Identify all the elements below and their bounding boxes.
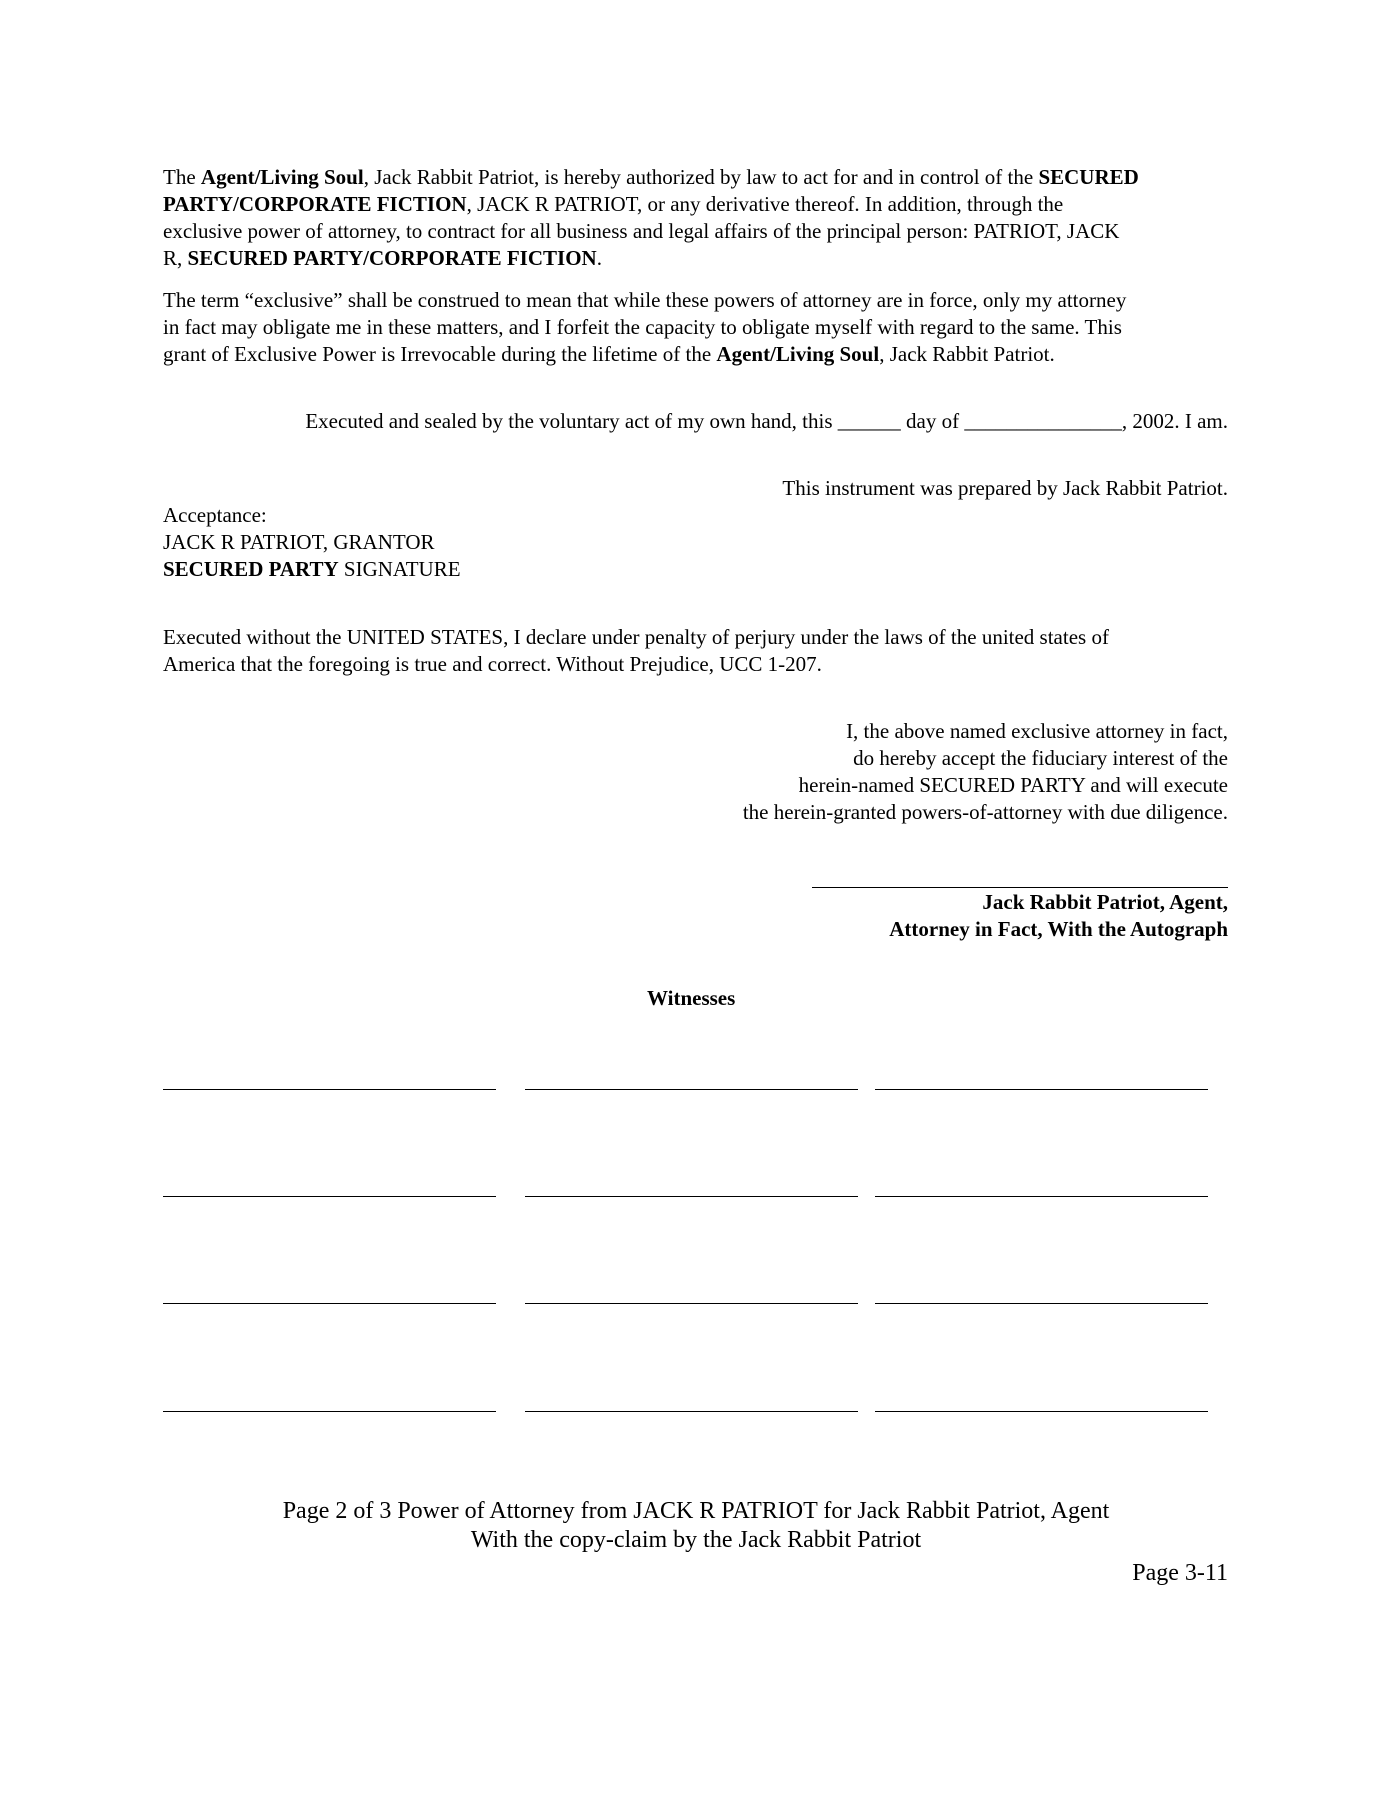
attorney-acceptance-statement: I, the above named exclusive attorney in fact, do hereby accept the fiduciary interest of the herein-named SECURED PARTY and will execute the herein-granted powers-of-attorney with due diligence.	[742, 719, 1228, 824]
para2-line-1: The term “exclusive” shall be construed to mean that while these powers of attorney are in force, only my attorney	[163, 288, 1127, 312]
witness-line	[163, 1303, 496, 1304]
witness-line	[163, 1089, 496, 1090]
declaration-line-1: Executed without the UNITED STATES, I declare under penalty of perjury under the laws of the united states of	[163, 625, 1109, 649]
para1-line-3: exclusive power of attorney, to contract for all business and legal affairs of the principal person: PATRIOT, JACK	[163, 219, 1120, 243]
witness-line	[525, 1303, 858, 1304]
witness-line	[525, 1089, 858, 1090]
witnesses-heading: Witnesses	[647, 986, 736, 1010]
grantor-line: JACK R PATRIOT, GRANTOR	[163, 530, 435, 554]
witness-line	[525, 1411, 858, 1412]
witness-line	[525, 1196, 858, 1197]
agent-signature-line	[812, 887, 1228, 888]
authorization-paragraph	[163, 164, 1229, 272]
witness-line	[163, 1196, 496, 1197]
para2-line-2: in fact may obligate me in these matters, and I forfeit the capacity to obligate myself with regard to the same. This	[163, 315, 1122, 339]
witness-line	[163, 1411, 496, 1412]
secured-party-signature-line: SECURED PARTY SIGNATURE	[163, 557, 461, 581]
para1-line-1: The Agent/Living Soul, Jack Rabbit Patriot, is hereby authorized by law to act for and in control of the SECURED	[163, 165, 1139, 189]
witness-line	[875, 1303, 1208, 1304]
acceptance-label: Acceptance:	[163, 503, 267, 527]
witness-line	[875, 1411, 1208, 1412]
declaration-line-2: America that the foregoing is true and correct. Without Prejudice, UCC 1-207.	[163, 652, 822, 676]
page-footer	[163, 1497, 1229, 1555]
executed-sealed-line: Executed and sealed by the voluntary act of my own hand, this ______ day of _______________, 2002. I am.	[305, 409, 1228, 433]
para1-line-4: R, SECURED PARTY/CORPORATE FICTION.	[163, 246, 602, 270]
witness-line	[875, 1089, 1208, 1090]
witness-line	[875, 1196, 1208, 1197]
footer-line-1: Page 2 of 3 Power of Attorney from JACK R PATRIOT for Jack Rabbit Patriot, Agent	[282, 1498, 1110, 1524]
para2-line-3: grant of Exclusive Power is Irrevocable during the lifetime of the Agent/Living Soul, Jack Rabbit Patriot.	[163, 342, 1055, 366]
acceptance-block	[163, 502, 1229, 583]
page-number: Page 3-11	[1132, 1560, 1228, 1586]
perjury-declaration	[163, 624, 1229, 678]
agent-signature-caption: Jack Rabbit Patriot, Agent, Attorney in Fact, With the Autograph	[889, 890, 1228, 941]
para1-line-2: PARTY/CORPORATE FICTION, JACK R PATRIOT, or any derivative thereof. In addition, through the	[163, 192, 1064, 216]
prepared-by-line: This instrument was prepared by Jack Rabbit Patriot.	[782, 476, 1228, 500]
exclusive-definition-paragraph	[163, 287, 1229, 368]
footer-line-2: With the copy-claim by the Jack Rabbit Patriot	[470, 1527, 922, 1553]
